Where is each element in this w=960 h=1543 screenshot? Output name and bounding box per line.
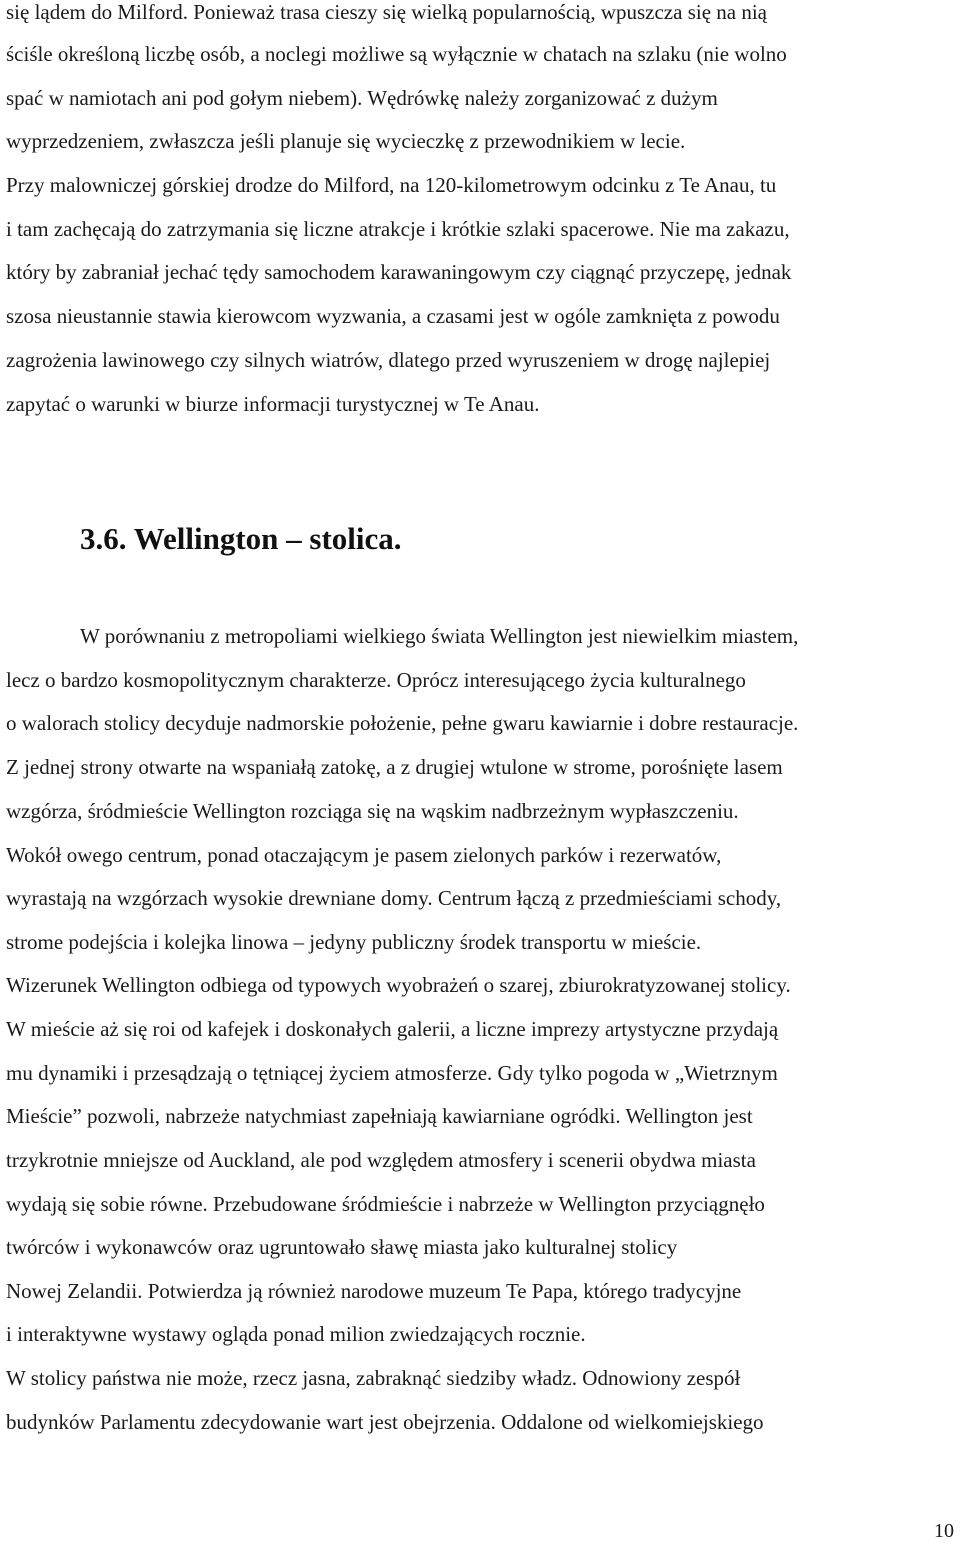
text-line: W mieście aż się roi od kafejek i doskonałych galerii, a liczne imprezy artystyczne przydają [6,1017,779,1041]
text-line: wyprzedzeniem, zwłaszcza jeśli planuje się wycieczkę z przewodnikiem w lecie. [6,129,686,153]
text-line: o walorach stolicy decyduje nadmorskie położenie, pełne gwaru kawiarnie i dobre restauracje. [6,711,799,735]
text-line: który by zabraniał jechać tędy samochodem karawaningowym czy ciągnąć przyczepę, jednak [6,260,792,284]
text-line: Wokół owego centrum, ponad otaczającym je pasem zielonych parków i rezerwatów, [6,843,722,867]
section-heading: 3.6. Wellington – stolica. [80,521,402,556]
text-line: Z jednej strony otwarte na wspaniałą zatokę, a z drugiej wtulone w strome, porośnięte lasem [6,755,783,779]
text-line: strome podejścia i kolejka linowa – jedyny publiczny środek transportu w mieście. [6,930,702,954]
text-line: Wizerunek Wellington odbiega od typowych wyobrażeń o szarej, zbiurokratyzowanej stolicy. [6,973,791,997]
text-line: twórców i wykonawców oraz ugruntowało sławę miasta jako kulturalnej stolicy [6,1235,678,1259]
text-line: Mieście” pozwoli, nabrzeże natychmiast zapełniają kawiarniane ogródki. Wellington jest [6,1104,753,1128]
text-line: W stolicy państwa nie może, rzecz jasna, zabraknąć siedziby władz. Odnowiony zespół [6,1366,741,1390]
text-line: lecz o bardzo kosmopolitycznym charakterze. Oprócz interesującego życia kulturalnego [6,668,746,692]
text-line: i interaktywne wystawy ogląda ponad milion zwiedzających rocznie. [6,1322,586,1346]
text-line: spać w namiotach ani pod gołym niebem). Wędrówkę należy zorganizować z dużym [6,86,718,110]
text-line: Przy malowniczej górskiej drodze do Milford, na 120-kilometrowym odcinku z Te Anau, tu [6,173,777,197]
text-line: Nowej Zelandii. Potwierdza ją również narodowe muzeum Te Papa, którego tradycyjne [6,1279,742,1303]
text-line: zapytać o warunki w biurze informacji turystycznej w Te Anau. [6,392,540,416]
text-line: budynków Parlamentu zdecydowanie wart jest obejrzenia. Oddalone od wielkomiejskiego [6,1410,764,1434]
text-line: mu dynamiki i przesądzają o tętniącej życiem atmosferze. Gdy tylko pogoda w „Wietrznym [6,1061,778,1085]
text-line: szosa nieustannie stawia kierowcom wyzwania, a czasami jest w ogóle zamknięta z powodu [6,304,780,328]
text-line: wyrastają na wzgórzach wysokie drewniane domy. Centrum łączą z przedmieściami schody, [6,886,782,910]
text-line: wzgórza, śródmieście Wellington rozciąga się na wąskim nadbrzeżnym wypłaszczeniu. [6,799,739,823]
text-line: się lądem do Milford. Ponieważ trasa cieszy się wielką popularnością, wpuszcza się na nią [6,0,767,24]
text-line: trzykrotnie mniejsze od Auckland, ale pod względem atmosfery i scenerii obydwa miasta [6,1148,756,1172]
page-number: 10 [934,1520,954,1542]
text-line: zagrożenia lawinowego czy silnych wiatrów, dlatego przed wyruszeniem w drogę najlepiej [6,348,771,372]
text-line: i tam zachęcają do zatrzymania się liczne atrakcje i krótkie szlaki spacerowe. Nie ma zakazu, [6,217,790,241]
text-line: W porównaniu z metropoliami wielkiego świata Wellington jest niewielkim miastem, [80,624,799,648]
text-line: wydają się sobie równe. Przebudowane śródmieście i nabrzeże w Wellington przyciągnęło [6,1192,765,1216]
text-line: ściśle określoną liczbę osób, a noclegi możliwe są wyłącznie w chatach na szlaku (nie wolno [6,42,787,66]
